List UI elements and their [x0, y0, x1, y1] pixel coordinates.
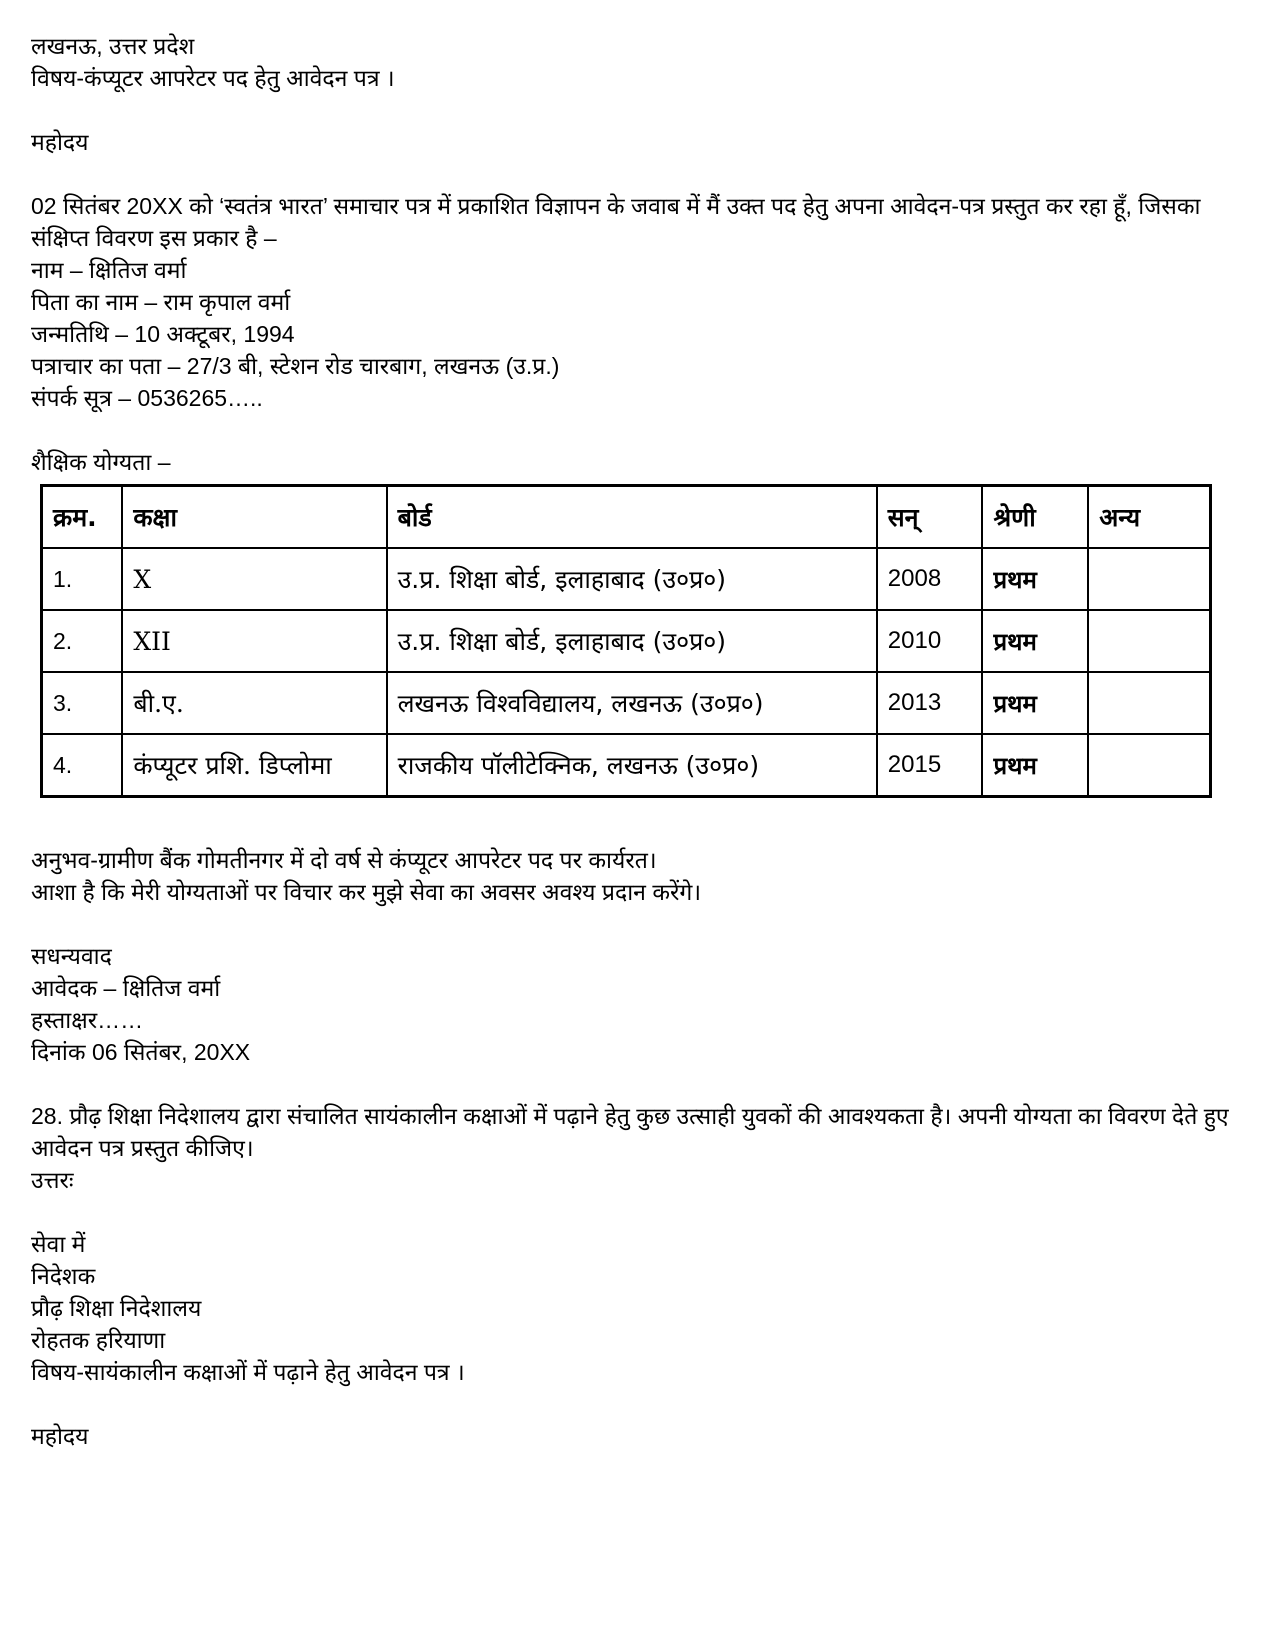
applicant-line: आवेदक – क्षितिज वर्मा [31, 975, 221, 1001]
education-heading: शैक्षिक योग्यता – [31, 449, 171, 475]
detail-dob: जन्मतिथि – 10 अक्टूबर, 1994 [31, 321, 295, 347]
date-line: दिनांक 06 सितंबर, 20XX [31, 1039, 251, 1065]
cell-board: लखनऊ विश्वविद्यालय, लखनऊ (उ०प्र०) [387, 672, 877, 734]
salutation: महोदय [31, 129, 89, 155]
cell-serial: 1. [42, 548, 123, 610]
cell-other [1088, 672, 1210, 734]
cell-board: उ.प्र. शिक्षा बोर्ड, इलाहाबाद (उ०प्र०) [387, 548, 877, 610]
signature-line: हस्ताक्षर…… [31, 1007, 144, 1033]
header-other: अन्य [1088, 486, 1210, 549]
qualification-table-wrapper [40, 484, 1246, 798]
cell-division: प्रथम [982, 734, 1088, 797]
header-division: श्रेणी [982, 486, 1088, 549]
cell-other [1088, 734, 1210, 797]
document-page [31, 30, 1246, 1452]
letter-subject: विषय-कंप्यूटर आपरेटर पद हेतु आवेदन पत्र । [31, 65, 395, 91]
cell-other [1088, 610, 1210, 672]
sender-place: लखनऊ, उत्तर प्रदेश [31, 33, 195, 59]
experience-line: अनुभव-ग्रामीण बैंक गोमतीनगर में दो वर्ष से कंप्यूटर आपरेटर पद पर कार्यरत। [31, 847, 657, 873]
cell-class: XII [122, 610, 386, 672]
detail-name: नाम – क्षितिज वर्मा [31, 257, 187, 283]
letter2-salutation: महोदय [31, 1423, 89, 1449]
cell-board: उ.प्र. शिक्षा बोर्ड, इलाहाबाद (उ०प्र०) [387, 610, 877, 672]
cell-serial: 2. [42, 610, 123, 672]
cell-year: 2008 [877, 548, 983, 610]
header-board: बोर्ड [387, 486, 877, 549]
cell-class: कंप्यूटर प्रशि. डिप्लोमा [122, 734, 386, 797]
cell-class: X [122, 548, 386, 610]
table-header-row [42, 486, 1211, 549]
qualification-table [40, 484, 1212, 798]
cell-serial: 4. [42, 734, 123, 797]
header-serial: क्रम. [42, 486, 123, 549]
cell-year: 2015 [877, 734, 983, 797]
request-line: आशा है कि मेरी योग्यताओं पर विचार कर मुझे सेवा का अवसर अवश्य प्रदान करेंगे। [31, 879, 702, 905]
cell-board: राजकीय पॉलीटेक्निक, लखनऊ (उ०प्र०) [387, 734, 877, 797]
cell-division: प्रथम [982, 548, 1088, 610]
cell-division: प्रथम [982, 610, 1088, 672]
addressee-to: सेवा में [31, 1231, 86, 1257]
cell-year: 2010 [877, 610, 983, 672]
letter2-subject: विषय-सायंकालीन कक्षाओं में पढ़ाने हेतु आवेदन पत्र । [31, 1359, 465, 1385]
detail-address: पत्राचार का पता – 27/3 बी, स्टेशन रोड चारबाग, लखनऊ (उ.प्र.) [31, 353, 560, 379]
question-text: 28. प्रौढ़ शिक्षा निदेशालय द्वारा संचालित सायंकालीन कक्षाओं में पढ़ाने हेतु कुछ उत्साही युवकों की आवश्यकता है। अपनी योग्यता का विवरण देते हुए आवेदन पत्र प्रस्तुत कीजिए। [31, 1103, 1229, 1161]
detail-father-name: पिता का नाम – राम कृपाल वर्मा [31, 289, 291, 315]
cell-division: प्रथम [982, 672, 1088, 734]
table-row [42, 672, 1211, 734]
header-year: सन् [877, 486, 983, 549]
cell-other [1088, 548, 1210, 610]
intro-paragraph: 02 सितंबर 20XX को ‘स्वतंत्र भारत’ समाचार पत्र में प्रकाशित विज्ञापन के जवाब में मैं उक्त पद हेतु अपना आवेदन-पत्र प्रस्तुत कर रहा हूँ, जिसका संक्षिप्त विवरण इस प्रकार है – [31, 193, 1201, 251]
addressee-office: प्रौढ़ शिक्षा निदेशालय [31, 1295, 202, 1321]
table-row [42, 734, 1211, 797]
table-row [42, 610, 1211, 672]
cell-year: 2013 [877, 672, 983, 734]
table-row [42, 548, 1211, 610]
thanks-line: सधन्यवाद [31, 943, 112, 969]
addressee-designation: निदेशक [31, 1263, 96, 1289]
answer-label: उत्तरः [31, 1167, 74, 1193]
addressee-place: रोहतक हरियाणा [31, 1327, 166, 1353]
header-class: कक्षा [122, 486, 386, 549]
cell-serial: 3. [42, 672, 123, 734]
detail-contact: संपर्क सूत्र – 0536265….. [31, 385, 263, 411]
cell-class: बी.ए. [122, 672, 386, 734]
